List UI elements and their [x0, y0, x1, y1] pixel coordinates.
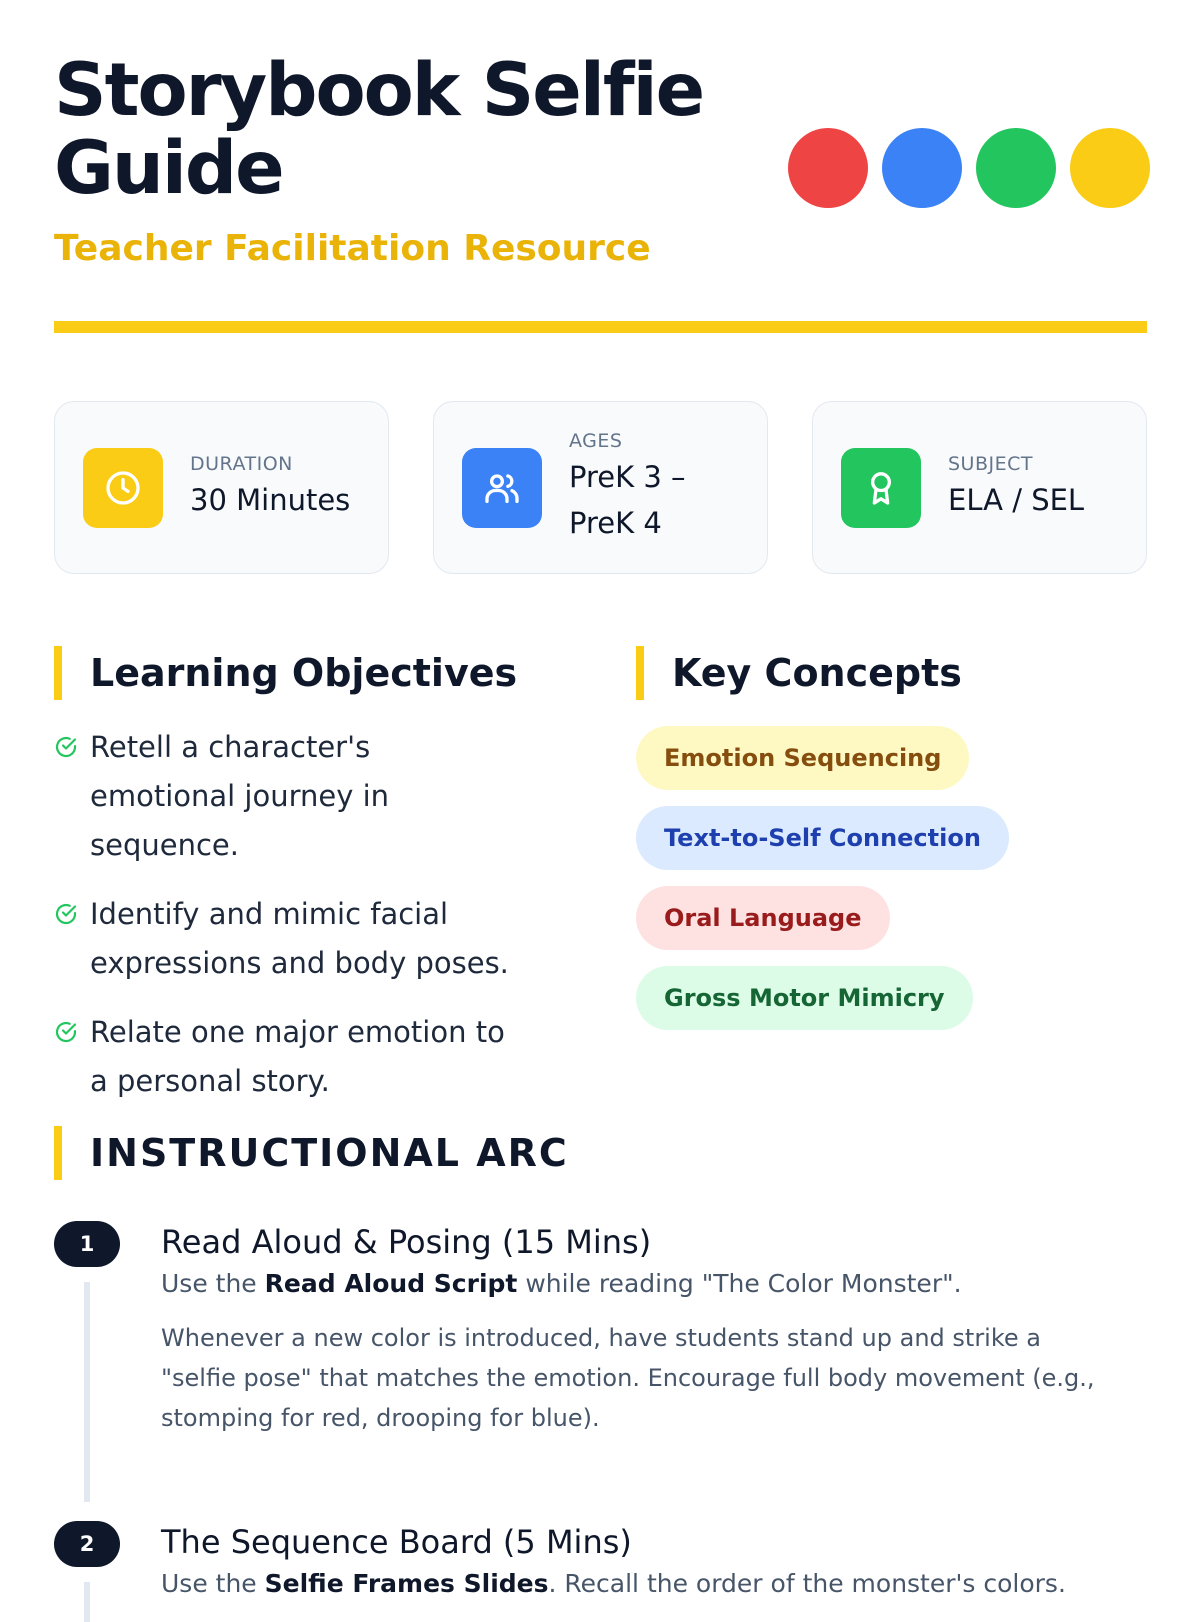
ages-label: AGES [569, 429, 623, 452]
red-dot [788, 128, 868, 208]
check-circle-icon [54, 735, 78, 763]
concept-pill: Oral Language [636, 886, 890, 950]
ages-card [433, 401, 768, 574]
check-circle-icon [54, 1020, 78, 1048]
duration-card [54, 401, 389, 574]
green-dot [976, 128, 1056, 208]
instructional-steps [54, 1217, 1147, 1601]
clock-icon [83, 448, 163, 528]
step-number-badge: 2 [54, 1521, 120, 1567]
arc-heading: INSTRUCTIONAL ARC [54, 1126, 569, 1180]
step-item [54, 1517, 1147, 1601]
objectives-heading: Learning Objectives [54, 646, 517, 700]
objectives-list [54, 723, 524, 1126]
page-title: Storybook Selfie Guide [54, 48, 704, 211]
award-icon [841, 448, 921, 528]
concept-pill: Emotion Sequencing [636, 726, 969, 790]
duration-label: DURATION [190, 452, 293, 475]
step-title: The Sequence Board (5 Mins) [161, 1523, 632, 1561]
page-subtitle: Teacher Facilitation Resource [54, 228, 651, 269]
subject-label: SUBJECT [948, 452, 1033, 475]
yellow-dot [1070, 128, 1150, 208]
step-lead: Use the Read Aloud Script while reading "The Color Monster". [161, 1269, 962, 1298]
concepts-heading: Key Concepts [636, 646, 962, 700]
step-lead: Use the Selfie Frames Slides. Recall the order of the monster's colors. [161, 1569, 1066, 1598]
step-number-badge: 1 [54, 1221, 120, 1267]
ages-value: PreK 3 – PreK 4 [569, 459, 686, 540]
step-item [54, 1217, 1147, 1517]
step-connector [84, 1582, 90, 1622]
step-title: Read Aloud & Posing (15 Mins) [161, 1223, 652, 1261]
step-description: Whenever a new color is introduced, have students stand up and strike a "selfie pose" that matches the emotion. Encourage full body movement (e.g., stomping for red, drooping for blue). [161, 1324, 1095, 1432]
color-dots [788, 128, 1150, 208]
objective-text: Relate one major emotion to a personal story. [90, 1015, 505, 1098]
info-cards [54, 401, 1147, 574]
objective-text: Retell a character's emotional journey in sequence. [90, 730, 390, 862]
concept-pill: Text-to-Self Connection [636, 806, 1009, 870]
users-icon [462, 448, 542, 528]
concepts-list [636, 726, 1009, 1046]
duration-value: 30 Minutes [190, 482, 351, 517]
concept-pill: Gross Motor Mimicry [636, 966, 973, 1030]
step-connector [84, 1282, 90, 1502]
subject-card [812, 401, 1147, 574]
list-item [54, 890, 524, 988]
list-item [54, 1008, 524, 1106]
check-circle-icon [54, 902, 78, 930]
list-item [54, 723, 524, 870]
blue-dot [882, 128, 962, 208]
subject-value: ELA / SEL [948, 482, 1085, 517]
objective-text: Identify and mimic facial expressions and body poses. [90, 897, 509, 980]
header-divider [54, 321, 1147, 333]
